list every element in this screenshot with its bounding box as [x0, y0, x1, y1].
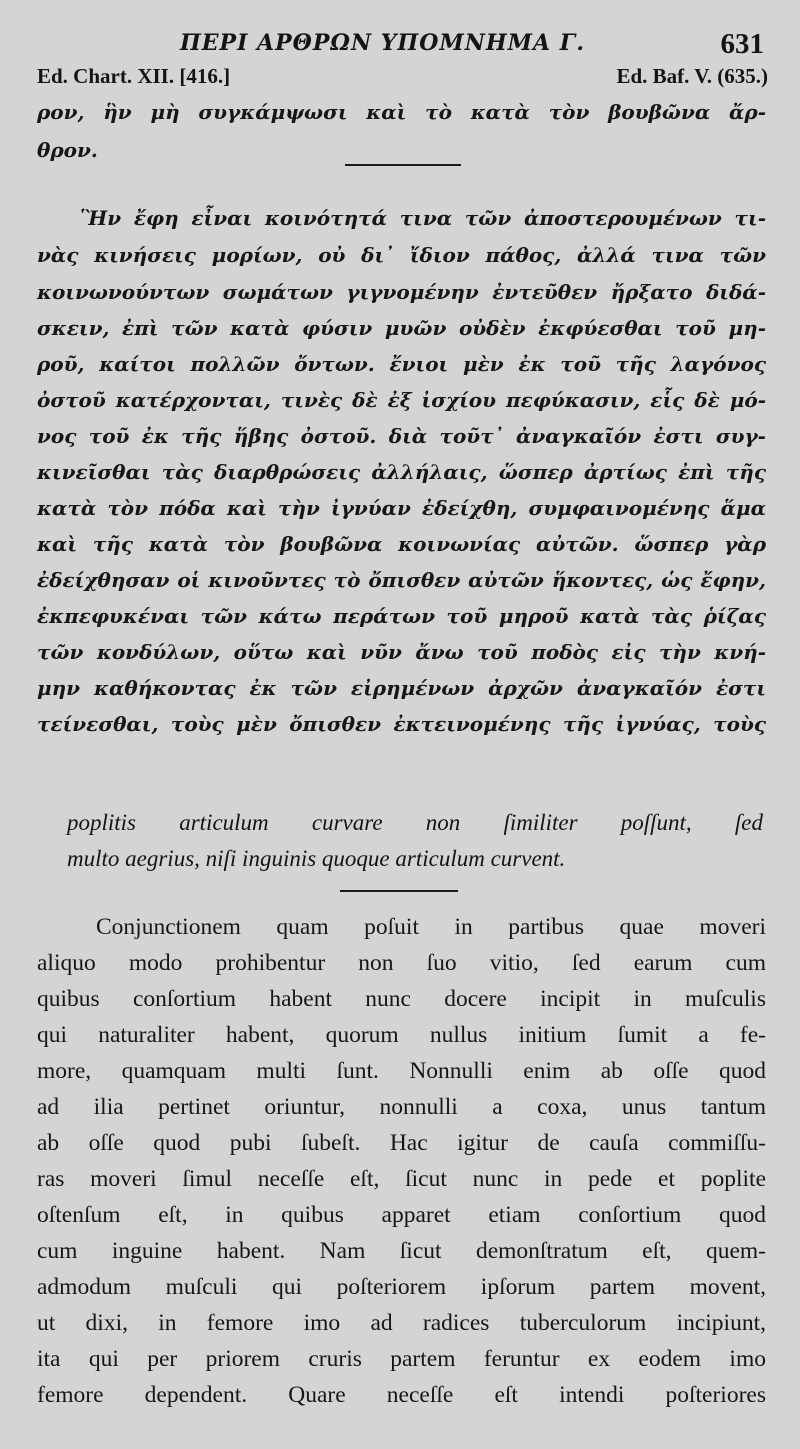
section-divider — [345, 164, 461, 166]
greek-text-line: κινεῖσθαι τὰς διαρθρώσεις ἀλλήλαις, ὥσπερ ἀρτίως ἐπὶ τῆς — [37, 460, 766, 484]
page-number: 631 — [720, 28, 764, 60]
latin-text-line: admodum muſculi qui poſteriorem ipſorum partem movent, — [37, 1274, 766, 1300]
latin-text-line: aliquo modo prohibentur non ſuo vitio, ſed earum cum — [37, 950, 766, 976]
greek-text-line: κοινωνούντων σωμάτων γιγνομένην ἐντεῦθεν ἤρξατο διδά- — [37, 280, 766, 304]
latin-text-line: oſtenſum eſt, in quibus apparet etiam conſortium quod — [37, 1202, 766, 1228]
running-head — [0, 28, 800, 60]
latin-italic-line: multo aegrius, niſi inguinis quoque articulum curvent. — [67, 846, 566, 871]
latin-italic-line: poplitis articulum curvare non ſimiliter poſſunt, ſed — [67, 810, 763, 835]
running-title: ΠΕΡΙ ΑΡΘΡΩΝ ΥΠΟΜΝΗΜΑ Γ. — [180, 30, 585, 56]
greek-text-line: νὰς κινήσεις μορίων, οὐ δι᾽ ἴδιον πάθος, ἀλλά τινα τῶν — [37, 243, 766, 267]
latin-text-line: ita qui per priorem cruris partem feruntur ex eodem imo — [37, 1346, 766, 1372]
greek-text-line: τῶν κονδύλων, οὕτω καὶ νῦν ἄνω τοῦ ποδὸς εἰς τὴν κνή- — [37, 640, 766, 664]
edition-line — [0, 64, 800, 90]
greek-text-line: ἐκπεφυκέναι τῶν κάτω περάτων τοῦ μηροῦ κατὰ τὰς ῥίζας — [37, 604, 766, 628]
edition-reference-left: Ed. Chart. XII. [416.] — [37, 64, 231, 88]
latin-text-line: quibus conſortium habent nunc docere incipit in muſculis — [37, 986, 766, 1012]
latin-text-line: cum inguine habent. Nam ſicut demonſtratum eſt, quem- — [37, 1238, 766, 1264]
latin-text-line: femore dependent. Quare neceſſe eſt intendi poſteriores — [37, 1382, 766, 1408]
greek-text-line: μην καθήκοντας ἐκ τῶν εἰρημένων ἀρχῶν ἀναγκαῖόν ἐστι — [37, 676, 766, 700]
greek-text-line: θρον. — [37, 138, 98, 162]
greek-text-line: Ἣν ἔφη εἶναι κοινότητά τινα τῶν ἀποστερουμένων τι- — [80, 206, 766, 230]
latin-text-line: qui naturaliter habent, quorum nullus initium ſumit a fe- — [37, 1022, 766, 1048]
greek-text-line: σκειν, ἐπὶ τῶν κατὰ φύσιν μυῶν οὐδὲν ἐκφύεσθαι τοῦ μη- — [37, 316, 766, 340]
greek-text-line: ροῦ, καίτοι πολλῶν ὄντων. ἔνιοι μὲν ἐκ τοῦ τῆς λαγόνος — [37, 352, 766, 376]
greek-text-line: ὀστοῦ κατέρχονται, τινὲς δὲ ἐξ ἰσχίου πεφύκασιν, εἷς δὲ μό- — [37, 388, 766, 412]
greek-text-line: νος τοῦ ἐκ τῆς ἥβης ὀστοῦ. διὰ τοῦτ᾽ ἀναγκαῖόν ἐστι συγ- — [37, 424, 766, 448]
latin-text-line: ras moveri ſimul neceſſe eſt, ſicut nunc in pede et poplite — [37, 1166, 766, 1192]
greek-text-line: κατὰ τὸν πόδα καὶ τὴν ἰγνύαν ἐδείχθη, συμφαινομένης ἅμα — [37, 496, 766, 520]
latin-text-line: Conjunctionem quam poſuit in partibus quae moveri — [96, 914, 766, 940]
latin-text-line: more, quamquam multi ſunt. Nonnulli enim ab oſſe quod — [37, 1058, 766, 1084]
edition-reference-right: Ed. Baf. V. (635.) — [616, 64, 768, 88]
greek-text-line: ρον, ἣν μὴ συγκάμψωσι καὶ τὸ κατὰ τὸν βουβῶνα ἄρ- — [37, 100, 766, 124]
greek-text-line: ἐδείχθησαν οἱ κινοῦντες τὸ ὄπισθεν αὐτῶν ἥκοντες, ὡς ἔφην, — [37, 568, 766, 592]
greek-text-line: τείνεσθαι, τοὺς μὲν ὄπισθεν ἐκτεινομένης τῆς ἰγνύας, τοὺς — [37, 712, 766, 736]
latin-text-line: ad ilia pertinet oriuntur, nonnulli a coxa, unus tantum — [37, 1094, 766, 1120]
latin-text-line: ab oſſe quod pubi ſubeſt. Hac igitur de cauſa commiſſu- — [37, 1130, 766, 1156]
latin-text-line: ut dixi, in femore imo ad radices tuberculorum incipiunt, — [37, 1310, 766, 1336]
greek-text-line: καὶ τῆς κατὰ τὸν βουβῶνα κοινωνίας αὐτῶν. ὥσπερ γὰρ — [37, 532, 766, 556]
section-divider — [340, 890, 458, 892]
